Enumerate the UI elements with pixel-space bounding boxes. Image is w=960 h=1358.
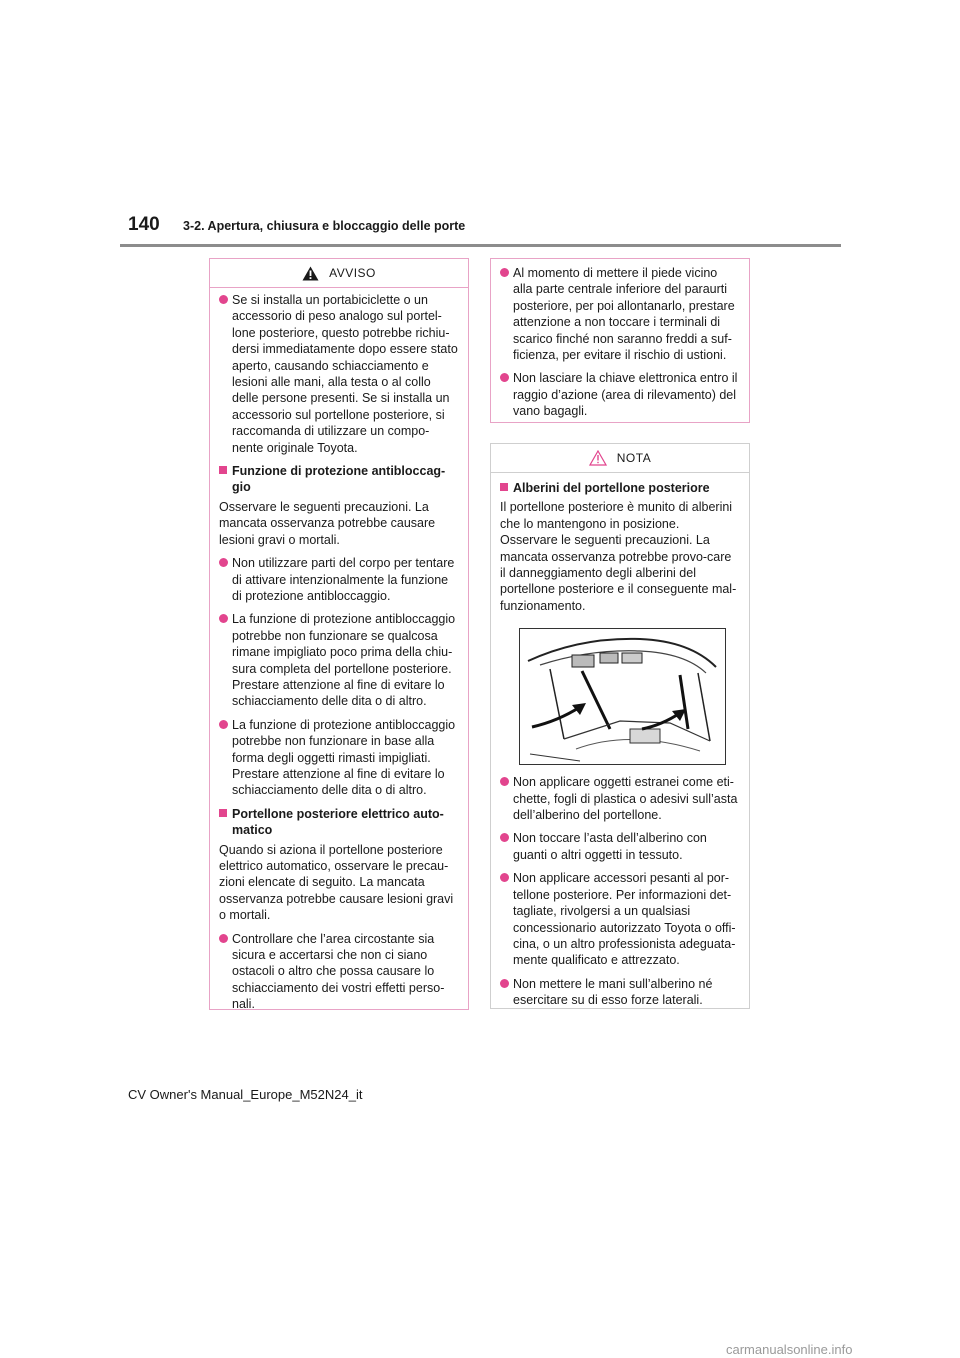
note-title: NOTA <box>616 451 652 465</box>
section-title: 3-2. Apertura, chiusura e bloccaggio delle porte <box>183 219 466 233</box>
warning-box-header <box>210 259 468 288</box>
note-body <box>491 473 749 1009</box>
note-paragraph: Il portellone posteriore è munito di alberini che lo mantengono in posizione. Osservare le seguenti precauzioni. La mancata osservanza potrebbe provo-care il danneggiamento degli alberini del portellone posteriore e il conseguente mal-funzionamento. <box>500 500 737 613</box>
header-rule <box>120 244 841 247</box>
page-number: 140 <box>128 214 160 235</box>
note-bullet: Non toccare l’asta dell’alberino con guanti o altri oggetti in tessuto. <box>500 830 740 863</box>
note-box <box>490 443 750 1009</box>
warning-bullet: Non utilizzare parti del corpo per tentare di attivare intenzionalmente la funzione di protezione antibloccaggio. <box>219 555 459 604</box>
warning-box-continued <box>490 258 750 423</box>
note-subheading: Alberini del portellone posteriore <box>500 480 740 496</box>
warning-paragraph: Osservare le seguenti precauzioni. La mancata osservanza potrebbe causare lesioni gravi o mortali. <box>219 499 436 547</box>
note-bullet: Non mettere le mani sull’alberino né esercitare su di esso forze laterali. <box>500 976 740 1009</box>
tailgate-strut-image <box>520 629 725 764</box>
warning-bullet: La funzione di protezione antibloccaggio potrebbe non funzionare in base alla forma degli oggetti rimasti impigliati. Prestare attenzione al fine di evitare lo schiacciamento delle dita o di altro. <box>219 717 459 799</box>
note-bullet: Non applicare accessori pesanti al por-tellone posteriore. Per informazioni det-tagliate, rivolgersi a un qualsiasi concessionario autorizzato Toyota o offi-cina, o un altro professionista adeguata-mente qualificato e attrezzato. <box>500 870 740 968</box>
warning-bullet: Al momento di mettere il piede vicino alla parte centrale inferiore del paraurti posteriore, per poi allontanarlo, prestare attenzione a non toccare i terminali di scarico finché non saranno freddi a suf-ficienza, per evitare il rischio di ustioni. <box>500 265 740 363</box>
warning-bullet: Controllare che l’area circostante sia sicura e accertarsi che non ci siano ostacoli o altro che possa causare lo schiacciamento dei vostri effetti perso-nali. <box>219 931 459 1013</box>
watermark-link[interactable]: carmanualsonline.info <box>726 1342 853 1357</box>
caution-triangle-icon <box>589 450 607 466</box>
warning-box <box>209 258 469 1010</box>
warning-body <box>210 288 468 1013</box>
warning-bullet: La funzione di protezione antibloccaggio potrebbe non funzionare se qualcosa rimane impigliato poco prima della chiu-sura completa del portellone posteriore. Prestare attenzione al fine di evitare lo schiacciamento delle dita o di altro. <box>219 611 459 709</box>
footer-manual-name: CV Owner's Manual_Europe_M52N24_it <box>128 1087 363 1102</box>
note-box-header <box>491 444 749 473</box>
note-bullet: Non applicare oggetti estranei come eti-chette, fogli di plastica o adesivi sull’asta dell’alberino del portellone. <box>500 774 740 823</box>
warning-continued-body <box>491 259 749 420</box>
warning-bullet: Non lasciare la chiave elettronica entro il raggio d’azione (area di rilevamento) del vano bagagli. <box>500 370 740 419</box>
warning-bullet: Se si installa un portabiciclette o un accessorio di peso analogo sul portel-lone posteriore, questo potrebbe richiu-dersi immediatamente dopo essere stato aperto, causando schiacciamento e lesioni alle mani, alla testa o al collo delle persone presenti. Se si installa un accessorio sul portellone posteriore, si raccomanda di utilizzare un compo-nente originale Toyota. <box>219 292 459 456</box>
tailgate-illustration <box>519 628 726 765</box>
warning-triangle-icon <box>302 266 319 281</box>
warning-paragraph: Quando si aziona il portellone posteriore elettrico automatico, osservare le precau-zioni elencate di seguito. La mancata osservanza potrebbe causare lesioni gravi o mortali. <box>219 842 454 923</box>
warning-subheading: Funzione di protezione antibloccag-gio <box>219 463 459 496</box>
warning-title: AVVISO <box>329 266 376 280</box>
warning-subheading: Portellone posteriore elettrico auto-matico <box>219 806 459 839</box>
